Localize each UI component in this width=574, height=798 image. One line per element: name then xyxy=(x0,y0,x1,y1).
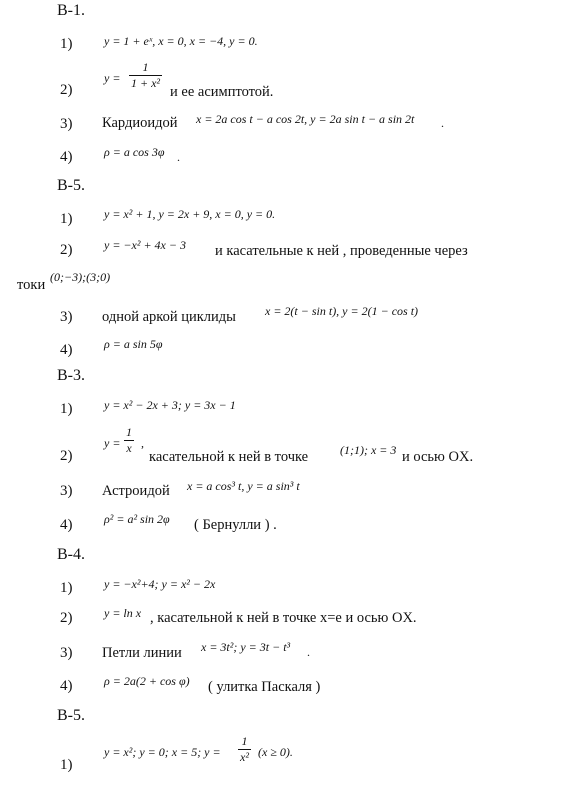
item-text: и осью OX. xyxy=(402,449,474,465)
item-number: 2) xyxy=(60,610,73,626)
item-number: 2) xyxy=(60,448,73,464)
item-number: 3) xyxy=(60,645,73,661)
item-number: 2) xyxy=(60,82,73,98)
formula-lhs: y = xyxy=(104,71,121,85)
formula: x = 2(t − sin t), y = 2(1 − cos t) xyxy=(265,304,419,318)
item-number: 4) xyxy=(60,517,73,533)
item-text: и касательные к ней , проведенные через xyxy=(215,243,468,259)
punctuation: , xyxy=(141,436,144,450)
formula: x = a cos³ t, y = a sin³ t xyxy=(187,479,300,493)
item-number: 1) xyxy=(60,401,73,417)
item-number: 1) xyxy=(60,36,73,52)
formula-lhs: y = xyxy=(104,436,121,450)
item-text: , касательной к ней в точке x=e и осью OX. xyxy=(150,610,417,626)
item-text: Кардиоидой xyxy=(102,115,178,131)
fraction xyxy=(238,734,251,765)
fraction-denominator: x² xyxy=(240,750,249,764)
formula: ρ = a sin 5φ xyxy=(104,337,163,351)
formula: ρ = a cos 3φ xyxy=(104,145,165,159)
item-number: 3) xyxy=(60,483,73,499)
section-title: В-1. xyxy=(57,2,85,19)
section-title: В-5. xyxy=(57,177,85,194)
item-number: 4) xyxy=(60,149,73,165)
punctuation: . xyxy=(441,116,444,130)
fraction-numerator: 1 xyxy=(142,60,149,74)
formula: y = −x²+4; y = x² − 2x xyxy=(104,577,216,591)
punctuation: . xyxy=(177,150,180,164)
formula: y = x²; y = 0; x = 5; y = xyxy=(104,745,221,759)
formula: y = ln x xyxy=(104,606,142,620)
item-number: 1) xyxy=(60,580,73,596)
formula: y = x² − 2x + 3; y = 3x − 1 xyxy=(104,398,236,412)
formula: y = x² + 1, y = 2x + 9, x = 0, y = 0. xyxy=(104,207,276,221)
fraction-numerator: 1 xyxy=(241,734,248,748)
punctuation: . xyxy=(307,645,310,659)
item-number: 1) xyxy=(60,757,73,773)
item-text: Астроидой xyxy=(102,483,170,499)
fraction-denominator: x xyxy=(124,440,134,456)
fraction-numerator: 1 xyxy=(126,425,132,439)
item-number: 4) xyxy=(60,342,73,358)
formula: (1;1); x = 3 xyxy=(340,443,397,457)
section-title: В-4. xyxy=(57,546,85,563)
item-text: ( улитка Паскаля ) xyxy=(208,679,321,695)
section-title: В-3. xyxy=(57,367,85,384)
fraction-denominator: 1 + x² xyxy=(131,76,161,90)
formula: y = 1 + eˣ, x = 0, x = −4, y = 0. xyxy=(104,34,258,48)
item-text: ( Бернулли ) . xyxy=(194,517,277,533)
formula: x = 3t²; y = 3t − t³ xyxy=(201,640,291,654)
item-text-wrap: токи xyxy=(17,277,46,293)
formula: x = 2a cos t − a cos 2t, y = 2a sin t − a sin 2t xyxy=(196,112,415,126)
formula: ρ = 2a(2 + cos φ) xyxy=(104,674,190,688)
item-number: 4) xyxy=(60,678,73,694)
item-number: 2) xyxy=(60,242,73,258)
formula: (x ≥ 0). xyxy=(258,745,293,759)
item-text: Петли линии xyxy=(102,645,182,661)
formula: y = −x² + 4x − 3 xyxy=(104,238,186,252)
formula: ρ² = a² sin 2φ xyxy=(104,512,170,526)
item-text: одной аркой циклиды xyxy=(102,309,236,325)
item-text: и ее асимптотой. xyxy=(170,84,274,100)
formula: (0;−3);(3;0) xyxy=(50,270,111,284)
fraction xyxy=(129,60,162,91)
section-title: В-5. xyxy=(57,707,85,724)
item-number: 3) xyxy=(60,116,73,132)
item-number: 1) xyxy=(60,211,73,227)
fraction xyxy=(124,425,134,456)
item-text: касательной к ней в точке xyxy=(149,449,309,465)
item-number: 3) xyxy=(60,309,73,325)
